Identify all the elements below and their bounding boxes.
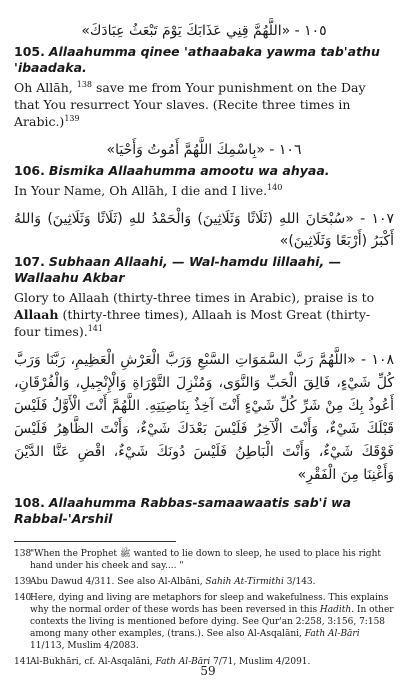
dua-106-translit-text: Bismika Allaahumma amootu wa ahyaa. [48,163,330,178]
dua-107-transliteration: 107. Subhaan Allaahi, — Wal-hamdu lillaahi, — Wallaahu Akbar [14,254,342,285]
dua-107-arabic: ١٠٧ - «سُبْحَانَ اللهِ (ثَلَاثًا وَثَلَاثِينَ) وَالْحَمْدُ للهِ (ثَلَاثًا وَثَلَاثِينَ) وَاللهُ أَكْبَرُ (أَرْبَعًا وَثَلَاثِينَ)» [14,211,394,249]
dua-107-translit-text: Subhaan Allaahi, — Wal-hamdu lillaahi, — Wallaahu Akbar [14,254,342,285]
dua-105-transliteration: 105. Allaahumma qinee 'athaabaka yawma tab'athu 'ibaadaka. [14,44,380,75]
footnote-138: 138"When the Prophet ﷺ wanted to lie down to sleep, he used to place his right hand under his cheek and say.... " [14,549,381,571]
footnotes [14,548,394,668]
dua-108-arabic: ١٠٨ - «اللَّهُمَّ رَبَّ السَّمَوَاتِ السَّبْعِ وَرَبَّ الْعَرْشِ الْعَظِيمِ، رَبَّنَا وَرَبَّ كُلِّ شَيْءٍ، فَالِقَ الْحَبِّ وَالنَّوَى، وَمُنْزِلَ التَّوْرَاةِ وَالْإِنْجِيلِ، وَالْفُرْقَانِ، أَعُوذُ بِكَ مِنْ شَرِّ كُلِّ شَيْءٍ أَنْتَ آخِذٌ بِنَاصِيَتِهِ. اللَّهُمَّ أَنْتَ الْأَوَّلُ فَلَيْسَ قَبْلَكَ شَيْءٌ، وَأَنْتَ الْآخِرُ فَلَيْسَ بَعْدَكَ شَيْءٌ، وَأَنْتَ الظَّاهِرُ فَلَيْسَ فَوْقَكَ شَيْءٌ، وَأَنْتَ الْبَاطِنُ فَلَيْسَ دُونَكَ شَيْءٌ، اقْضِ عَنَّا الدَّيْنَ وَأَغْنِنَا مِنَ الْفَقْرِ» [14,352,394,483]
dua-105-english: Oh Allāh, $^{138}$ save me from Your punishment on the Day that You resurrect Your slaves. (Recite three times in Arabic.)$^{139}$ [14,79,366,129]
page-number: 59 [200,664,216,678]
footnote-139: 139Abu Dawud 4/311. See also Al-Albāni, Sahih At-Tirmithi 3/143. [14,577,316,587]
dua-106-arabic: ١٠٦ - «بِاسْمِكَ اللَّهُمَّ أَمُوتُ وَأَحْيَا» [106,142,302,158]
dua-107-english: Glory to Allaah (thirty-three times in Arabic), praise is to Allaah (thirty-three times), Allaah is Most Great (thirty-four times).$^{141}$ [14,290,375,339]
dua-106-transliteration: 106. Bismika Allaahumma amootu wa ahyaa. [14,163,330,178]
dua-108-translit-text: Allaahumma Rabbas-samaawaatis sab'i wa Rabbal-'Arshil [14,495,352,526]
footnote-divider [14,541,176,542]
dua-105-arabic: ١٠٥ - «اللَّهُمَّ قِنِي عَذَابَكَ يَوْمَ تَبْعَثُ عِبَادَكَ» [81,23,327,39]
dua-105-translit-text: Allaahumma qinee 'athaabaka yawma tab'athu 'ibaadaka. [14,44,380,75]
dua-108-transliteration: 108. Allaahumma Rabbas-samaawaatis sab'i wa Rabbal-'Arshil [14,495,352,526]
footnote-140: 140Here, dying and living are metaphors for sleep and wakefulness. This explains why the normal order of these words has been reversed in this Hadith. In other contexts the living is mentioned before dying. See Qur'an 2:258, 3:156, 7:158 among many other examples, (trans.). See also Al-Asqalāni, Fath Al-Bāri 11/113, Muslim 4/2083. [14,593,394,651]
footnote-141: 141Al-Bukhāri, cf. Al-Asqalāni, Fath Al-Bāri 7/71, Muslim 4/2091. [14,657,311,667]
dua-106-english: In Your Name, Oh Allāh, I die and I live.$^{140}$ [14,182,283,198]
